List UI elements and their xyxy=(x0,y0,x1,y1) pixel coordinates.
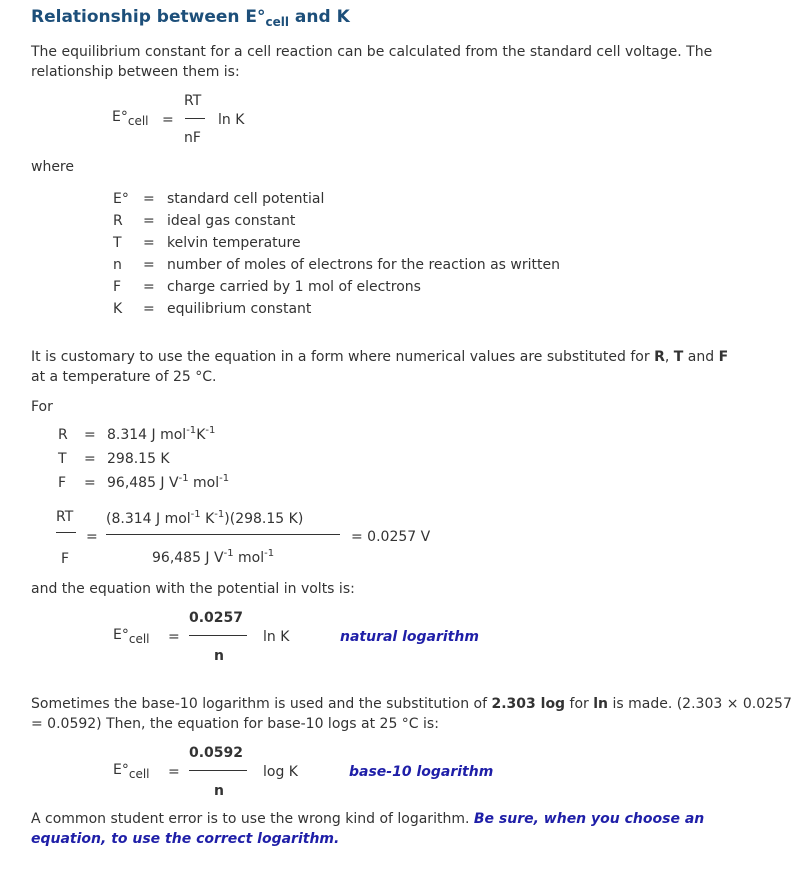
constant-row-F: F = 96,485 J $V^{-1}$ mol$^{-1}$ xyxy=(58,473,230,491)
page-title xyxy=(31,6,350,28)
title-subscript: cell xyxy=(265,15,289,29)
where-label: where xyxy=(31,159,74,175)
eq1-equals: = xyxy=(162,112,174,128)
base10-paragraph: Sometimes the base-10 logarithm is used and the substitution of 2.303 log for ln is made. (2.303 × 0.0257 = 0.0592) Then, the equation for base-10 logs at 25 °C is: xyxy=(31,696,792,732)
eq1-rhs: ln K xyxy=(218,112,245,128)
calc-numerator: (8.314 J mol$^{-1}$ $K^{-1})(298.15$ K) xyxy=(106,509,304,527)
eq1-numerator: RT xyxy=(184,93,202,109)
eq2-rhs: ln K xyxy=(263,629,290,645)
calc-equals: = xyxy=(86,529,98,545)
eq3-rhs: log K xyxy=(263,764,298,780)
eq1-lhs: $E^\circ_{cell}$ xyxy=(112,109,149,128)
eq2-fraction-bar xyxy=(189,635,247,636)
eq2-note: natural logarithm xyxy=(340,629,479,645)
eq1-denominator: nF xyxy=(184,130,201,146)
eq3-denominator: n xyxy=(214,783,224,799)
calc-lhs-numerator: RT xyxy=(56,509,74,525)
definition-row: E° = standard cell potential xyxy=(113,191,325,207)
title-prefix: Relationship between E° xyxy=(31,7,266,27)
calc-lhs-denominator: F xyxy=(61,551,70,567)
title-suffix: and K xyxy=(289,7,350,27)
eq3-lhs: $E^\circ_{cell}$ xyxy=(113,762,150,781)
definition-row: K = equilibrium constant xyxy=(113,301,312,317)
warning-emphasis: Be sure, when you choose an equation, to use the correct logarithm. xyxy=(31,811,705,847)
volts-text: and the equation with the potential in volts is: xyxy=(31,581,355,597)
definition-row: R = ideal gas constant xyxy=(113,213,296,229)
definitions-table xyxy=(113,188,560,320)
constants-table xyxy=(58,423,229,495)
eq2-numerator: 0.0257 xyxy=(189,610,244,626)
eq2-lhs: $E^\circ_{cell}$ xyxy=(113,627,150,646)
eq1-fraction-bar xyxy=(185,118,205,119)
definition-row: T = kelvin temperature xyxy=(113,235,301,251)
definition-row: F = charge carried by 1 mol of electrons xyxy=(113,279,421,295)
calc-result: = 0.0257 V xyxy=(351,529,431,545)
calc-denominator: 96,485 J $V^{-1}$ mol$^{-1}$ xyxy=(152,548,275,566)
customary-paragraph: It is customary to use the equation in a form where numerical values are substituted for R, T and F at a temperature of 25 °C. xyxy=(31,349,729,385)
intro-paragraph: The equilibrium constant for a cell reaction can be calculated from the standard cell voltage. The relationship between them is: xyxy=(31,44,713,80)
eq3-equals: = xyxy=(168,764,180,780)
warning-paragraph: A common student error is to use the wrong kind of logarithm. Be sure, when you choose an equation, to use the correct logarithm. xyxy=(31,811,705,847)
eq3-numerator: 0.0592 xyxy=(189,745,244,761)
definition-row: n = number of moles of electrons for the reaction as written xyxy=(113,257,560,273)
eq2-denominator: n xyxy=(214,648,224,664)
eq3-note: base-10 logarithm xyxy=(349,764,494,780)
eq2-equals: = xyxy=(168,629,180,645)
constant-row-T: T = 298.15 K xyxy=(58,451,170,467)
for-label: For xyxy=(31,399,53,415)
constant-row-R: R = 8.314 J $mol^{-1}K^{-1}$ xyxy=(58,425,216,443)
eq3-fraction-bar xyxy=(189,770,247,771)
calc-lhs-bar xyxy=(56,532,76,533)
calc-fraction-bar xyxy=(106,534,340,535)
